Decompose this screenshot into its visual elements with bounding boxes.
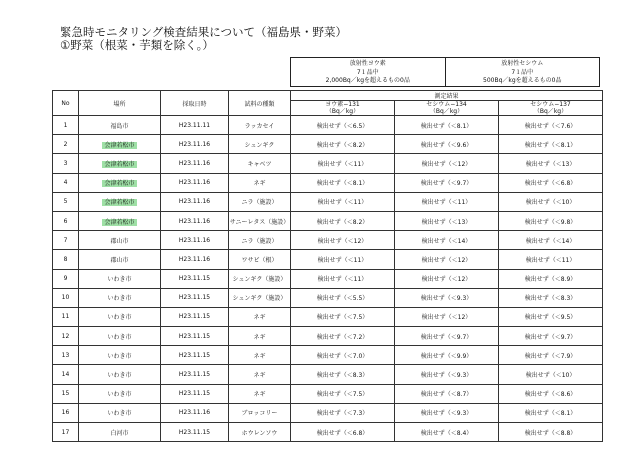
cell-cs137: 検出せず（＜8.1） [499, 135, 603, 154]
cell-cs137: 検出せず（＜14） [499, 231, 603, 250]
cell-date: H23.11.16 [161, 231, 229, 250]
cell-date: H23.11.15 [161, 423, 229, 442]
cell-sample: ネギ [229, 307, 291, 326]
header-i131: ヨウ素−131 [291, 101, 395, 109]
cell-no: 14 [53, 365, 79, 384]
cell-i131: 検出せず（＜8.1） [291, 173, 395, 192]
table-row [53, 403, 603, 422]
cell-date: H23.11.11 [161, 116, 229, 135]
cell-i131: 検出せず（＜5.5） [291, 288, 395, 307]
cell-date: H23.11.15 [161, 365, 229, 384]
table-row [53, 288, 603, 307]
cell-cs134: 検出せず（＜9.3） [395, 365, 499, 384]
header-sample: 試料の種類 [229, 91, 291, 116]
cell-cs137: 検出せず（＜7.6） [499, 116, 603, 135]
section-subtitle: ①野菜（根菜・芋類を除く。） [60, 38, 214, 52]
cell-i131: 検出せず（＜11） [291, 250, 395, 269]
cell-sample: ブロッコリー [229, 403, 291, 422]
cell-no: 16 [53, 403, 79, 422]
cell-i131: 検出せず（＜7.0） [291, 346, 395, 365]
cell-cs134: 検出せず（＜9.3） [395, 403, 499, 422]
cell-place: 白河市 [79, 423, 161, 442]
table-row [53, 327, 603, 346]
cell-no: 2 [53, 135, 79, 154]
cell-place: いわき市 [79, 269, 161, 288]
cell-i131: 検出せず（＜11） [291, 269, 395, 288]
cell-place: いわき市 [79, 365, 161, 384]
cell-place [79, 135, 161, 154]
cell-i131: 検出せず（＜7.5） [291, 307, 395, 326]
cell-cs134: 検出せず（＜12） [395, 250, 499, 269]
cell-sample: シュンギク（施設） [229, 288, 291, 307]
cell-no: 7 [53, 231, 79, 250]
cell-place: いわき市 [79, 403, 161, 422]
cell-date: H23.11.16 [161, 173, 229, 192]
cell-cs137: 検出せず（＜10） [499, 192, 603, 211]
cell-i131: 検出せず（＜8.2） [291, 135, 395, 154]
cell-cs134: 検出せず（＜12） [395, 154, 499, 173]
table-row [53, 231, 603, 250]
cell-date: H23.11.16 [161, 250, 229, 269]
table-row [53, 154, 603, 173]
cell-cs137: 検出せず（＜9.8） [499, 211, 603, 230]
header-unit: （Bq／kg） [291, 108, 395, 116]
cell-i131: 検出せず（＜7.2） [291, 327, 395, 346]
header-unit: （Bq／kg） [499, 108, 603, 116]
cell-place: いわき市 [79, 307, 161, 326]
cell-cs137: 検出せず（＜8.9） [499, 269, 603, 288]
table-row [53, 211, 603, 230]
cell-cs137: 検出せず（＜10） [499, 365, 603, 384]
cell-no: 12 [53, 327, 79, 346]
cell-place [79, 192, 161, 211]
cell-cs134: 検出せず（＜9.6） [395, 135, 499, 154]
cell-cs134: 検出せず（＜9.3） [395, 288, 499, 307]
results-body [53, 116, 603, 442]
cell-place: いわき市 [79, 327, 161, 346]
cell-cs137: 検出せず（＜8.1） [499, 403, 603, 422]
cell-no: 9 [53, 269, 79, 288]
cell-date: H23.11.15 [161, 288, 229, 307]
results-table [52, 90, 603, 442]
cell-sample: ネギ [229, 346, 291, 365]
cell-cs137: 検出せず（＜9.7） [499, 327, 603, 346]
cell-i131: 検出せず（＜11） [291, 192, 395, 211]
cell-date: H23.11.15 [161, 346, 229, 365]
cell-no: 5 [53, 192, 79, 211]
header-place: 場所 [79, 91, 161, 116]
cell-place: いわき市 [79, 346, 161, 365]
cell-no: 4 [53, 173, 79, 192]
cell-cs134: 検出せず（＜8.7） [395, 384, 499, 403]
cell-date: H23.11.15 [161, 269, 229, 288]
cell-place [79, 211, 161, 230]
table-row [53, 346, 603, 365]
highlighted-place: 会津若松市 [104, 180, 135, 188]
cell-sample: キャベツ [229, 154, 291, 173]
cell-no: 11 [53, 307, 79, 326]
table-row [53, 135, 603, 154]
cell-sample: ワサビ（根） [229, 250, 291, 269]
cell-i131: 検出せず（＜11） [291, 154, 395, 173]
header-results: 測定結果 [291, 91, 603, 101]
table-row [53, 250, 603, 269]
cell-no: 10 [53, 288, 79, 307]
cell-date: H23.11.16 [161, 192, 229, 211]
cell-sample: ネギ [229, 327, 291, 346]
detection-summary-box [290, 57, 600, 87]
cell-i131: 検出せず（＜6.5） [291, 116, 395, 135]
cell-place [79, 173, 161, 192]
cell-no: 13 [53, 346, 79, 365]
cell-i131: 検出せず（＜7.3） [291, 403, 395, 422]
cell-date: H23.11.16 [161, 211, 229, 230]
cell-i131: 検出せず（＜12） [291, 231, 395, 250]
cell-i131: 検出せず（＜8.3） [291, 365, 395, 384]
header-no: No [53, 91, 79, 116]
cell-cs134: 検出せず（＜8.4） [395, 423, 499, 442]
header-cs137: セシウム−137 [499, 101, 603, 109]
cell-date: H23.11.15 [161, 384, 229, 403]
cell-no: 6 [53, 211, 79, 230]
cell-place: 郡山市 [79, 231, 161, 250]
page-title: 緊急時モニタリング検査結果について（福島県・野菜） [60, 25, 348, 39]
cell-cs137: 検出せず（＜8.3） [499, 288, 603, 307]
cell-i131: 検出せず（＜6.8） [291, 423, 395, 442]
header-cs134: セシウム−134 [395, 101, 499, 109]
cell-date: H23.11.16 [161, 154, 229, 173]
table-row [53, 269, 603, 288]
cell-sample: ネギ [229, 365, 291, 384]
cesium-summary: 放射性セシウム 7１品中 500Bq／kgを超えるもの0品 [445, 58, 600, 86]
cell-cs134: 検出せず（＜12） [395, 307, 499, 326]
cell-cs134: 検出せず（＜9.7） [395, 173, 499, 192]
table-row [53, 365, 603, 384]
cell-sample: ネギ [229, 173, 291, 192]
cell-cs137: 検出せず（＜13） [499, 154, 603, 173]
cell-sample: シュンギク（施設） [229, 269, 291, 288]
cell-no: 8 [53, 250, 79, 269]
cell-cs134: 検出せず（＜9.9） [395, 346, 499, 365]
highlighted-place: 会津若松市 [104, 199, 135, 207]
cell-cs137: 検出せず（＜11） [499, 250, 603, 269]
cell-no: 15 [53, 384, 79, 403]
cell-no: 17 [53, 423, 79, 442]
cell-place: 福島市 [79, 116, 161, 135]
cell-sample: ネギ [229, 384, 291, 403]
header-date: 採取日時 [161, 91, 229, 116]
cell-sample: サニーレタス（施設） [229, 211, 291, 230]
cell-cs134: 検出せず（＜13） [395, 211, 499, 230]
cell-date: H23.11.16 [161, 135, 229, 154]
header-unit: （Bq／kg） [395, 108, 499, 116]
cell-date: H23.11.16 [161, 403, 229, 422]
table-row [53, 384, 603, 403]
cell-sample: ホウレンソウ [229, 423, 291, 442]
cell-cs137: 検出せず（＜6.8） [499, 173, 603, 192]
cell-cs134: 検出せず（＜8.1） [395, 116, 499, 135]
iodine-summary: 放射性ヨウ素 7１品中 2,000Bq／kgを超えるもの0品 [325, 60, 410, 84]
cell-date: H23.11.15 [161, 327, 229, 346]
cell-sample: ラッカセイ [229, 116, 291, 135]
cell-place: いわき市 [79, 288, 161, 307]
table-row [53, 173, 603, 192]
table-row [53, 116, 603, 135]
cell-cs137: 検出せず（＜8.8） [499, 423, 603, 442]
cell-place: いわき市 [79, 384, 161, 403]
cell-cs134: 検出せず（＜14） [395, 231, 499, 250]
highlighted-place: 会津若松市 [104, 141, 135, 149]
cell-date: H23.11.15 [161, 307, 229, 326]
cell-i131: 検出せず（＜7.5） [291, 384, 395, 403]
cell-i131: 検出せず（＜8.2） [291, 211, 395, 230]
cell-sample: シュンギク [229, 135, 291, 154]
cell-no: 1 [53, 116, 79, 135]
cell-place [79, 154, 161, 173]
cell-no: 3 [53, 154, 79, 173]
table-row [53, 307, 603, 326]
table-row [53, 192, 603, 211]
cell-cs137: 検出せず（＜7.9） [499, 346, 603, 365]
highlighted-place: 会津若松市 [104, 160, 135, 168]
highlighted-place: 会津若松市 [104, 218, 135, 226]
cell-cs137: 検出せず（＜8.6） [499, 384, 603, 403]
cell-cs134: 検出せず（＜11） [395, 192, 499, 211]
cell-place: 郡山市 [79, 250, 161, 269]
cell-cs134: 検出せず（＜9.7） [395, 327, 499, 346]
cell-cs137: 検出せず（＜9.5） [499, 307, 603, 326]
table-row [53, 423, 603, 442]
cell-sample: ニラ（施設） [229, 192, 291, 211]
cell-sample: ニラ（施設） [229, 231, 291, 250]
cell-cs134: 検出せず（＜12） [395, 269, 499, 288]
